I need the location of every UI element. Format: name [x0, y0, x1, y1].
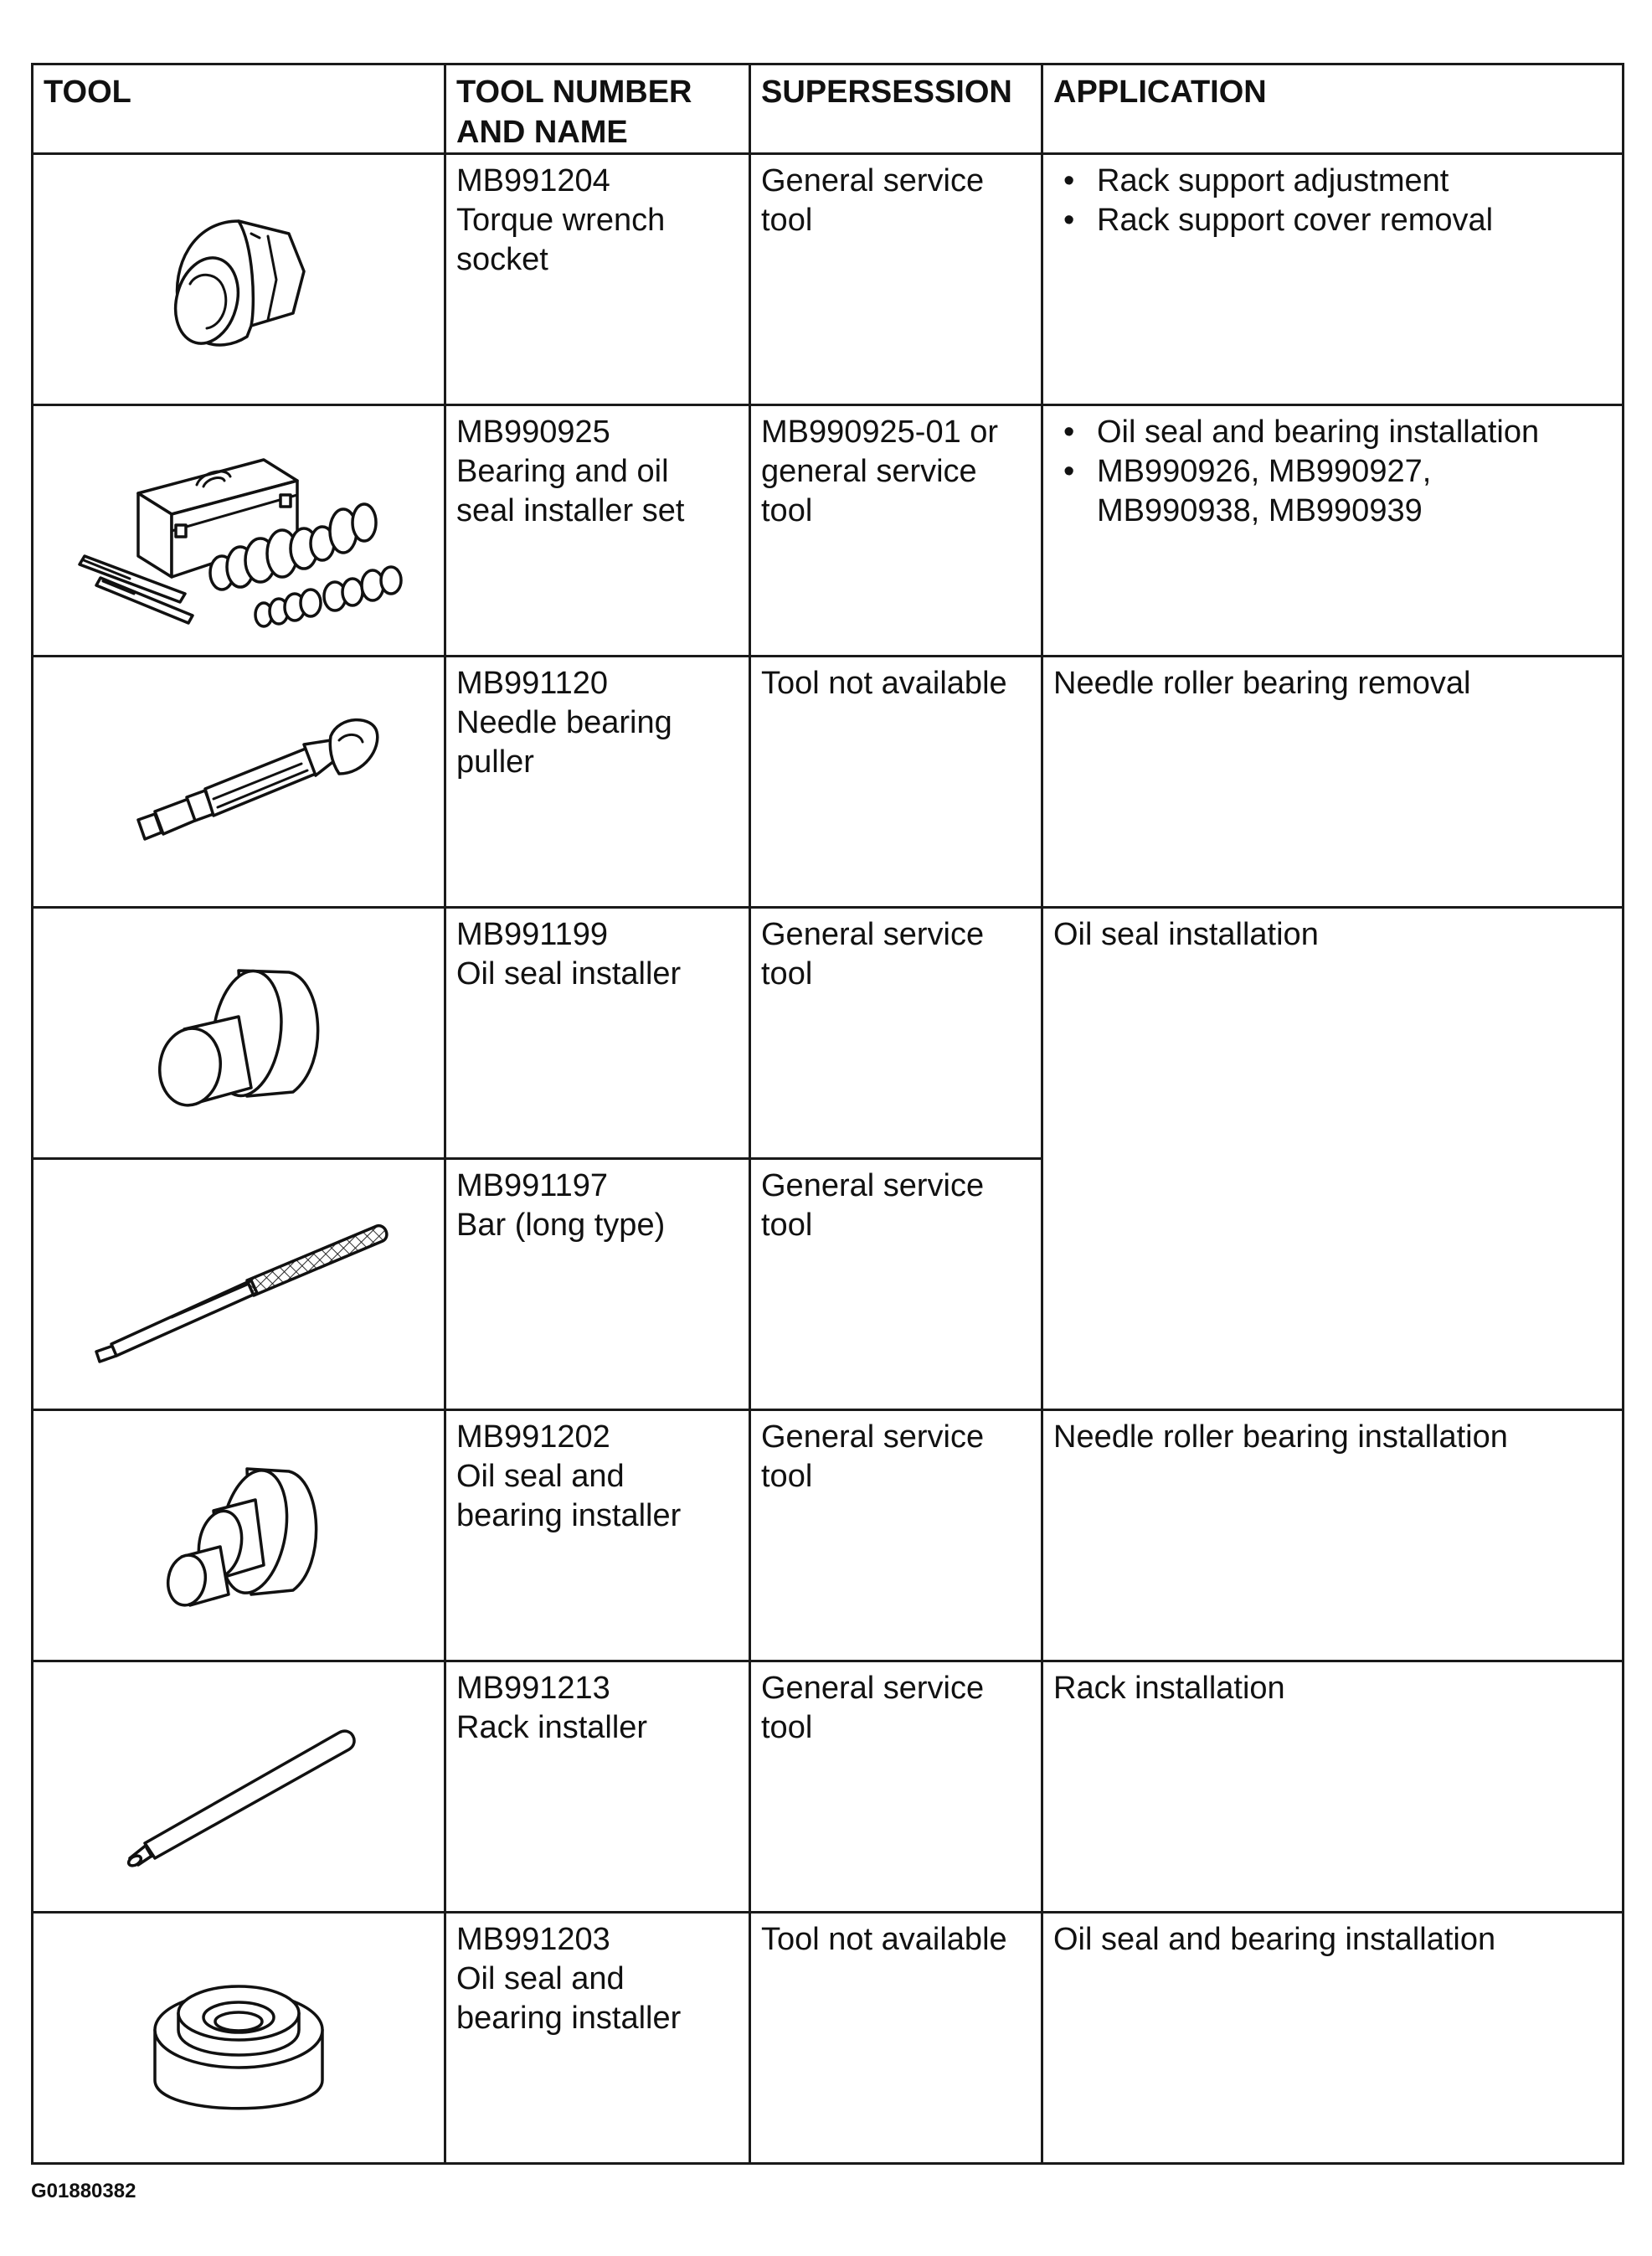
tool-number: MB990925 [456, 415, 610, 450]
tool-name: seal installer set [456, 493, 685, 528]
supersession-text: general service [761, 454, 977, 489]
table-row [33, 405, 1624, 657]
table-row [33, 154, 1624, 405]
supersession-cell [750, 657, 1042, 908]
special-tools-table [31, 63, 1624, 2165]
tool-number-cell [445, 1913, 750, 2164]
application-text: Needle roller bearing installation [1053, 1419, 1508, 1455]
supersession-text: tool [761, 203, 813, 238]
supersession-text: General service [761, 1168, 985, 1203]
supersession-cell [750, 1661, 1042, 1913]
tool-image-cell [33, 657, 445, 908]
header-tool-number-and-name: TOOL NUMBER AND NAME [445, 64, 750, 154]
tool-image-cell [33, 1410, 445, 1661]
tool-name: Rack installer [456, 1710, 648, 1745]
tool-image-cell [33, 154, 445, 405]
supersession-cell [750, 1913, 1042, 2164]
tool-name: Bar (long type) [456, 1208, 666, 1243]
rack-installer-icon [88, 1691, 389, 1883]
header-application: APPLICATION [1042, 64, 1624, 154]
tool-number-cell [445, 154, 750, 405]
tool-name: puller [456, 744, 534, 780]
application-cell [1042, 1661, 1624, 1913]
tool-name: bearing installer [456, 2001, 682, 2036]
application-text: Rack installation [1053, 1671, 1285, 1706]
oil-seal-installer-icon [113, 937, 364, 1130]
tool-number: MB991203 [456, 1922, 610, 1957]
application-cell [1042, 154, 1624, 405]
header-row [33, 64, 1624, 154]
table-row [33, 1913, 1624, 2164]
long-bar-icon [71, 1188, 406, 1381]
tool-image-cell [33, 1913, 445, 2164]
supersession-text: tool [761, 956, 813, 992]
supersession-cell [750, 1159, 1042, 1410]
tool-number-cell [445, 405, 750, 657]
application-bullet: • Rack support adjustment [1053, 162, 1612, 201]
supersession-text: tool [761, 1459, 813, 1494]
tool-number: MB991202 [456, 1419, 610, 1455]
tool-name: Oil seal and [456, 1961, 625, 1996]
tool-image-cell [33, 405, 445, 657]
tool-number-cell [445, 1159, 750, 1410]
application-text: Oil seal installation [1053, 917, 1319, 952]
installer-set-icon [54, 426, 423, 636]
tool-image-cell [33, 1159, 445, 1410]
application-bullet: • Oil seal and bearing installation [1053, 413, 1612, 452]
tool-number-cell [445, 1410, 750, 1661]
tool-number: MB991197 [456, 1168, 608, 1203]
header-supersession: SUPERSESSION [750, 64, 1042, 154]
ring-installer-icon [113, 1938, 364, 2139]
tool-number-cell [445, 908, 750, 1159]
tool-number-cell [445, 1661, 750, 1913]
tool-number: MB991199 [456, 917, 608, 952]
application-list [1053, 162, 1612, 240]
application-bullet: • MB990926, MB990927, MB990938, MB990939 [1053, 452, 1612, 531]
tool-number: MB991204 [456, 163, 610, 198]
table-row [33, 1661, 1624, 1913]
torque-wrench-socket-icon [113, 188, 364, 372]
supersession-text: tool [761, 1208, 813, 1243]
tool-name: Oil seal installer [456, 956, 682, 992]
supersession-text: tool [761, 493, 813, 528]
tool-image-cell [33, 1661, 445, 1913]
tool-name: Torque wrench [456, 203, 666, 238]
figure-code: G01880382 [31, 2180, 136, 2202]
supersession-cell [750, 405, 1042, 657]
application-bullet: • Rack support cover removal [1053, 201, 1612, 240]
supersession-text: General service [761, 163, 985, 198]
application-text: Oil seal and bearing installation [1053, 1922, 1496, 1957]
supersession-cell [750, 1410, 1042, 1661]
supersession-text: Tool not available [761, 666, 1007, 701]
bearing-installer-icon [113, 1440, 364, 1632]
tool-number-cell [445, 657, 750, 908]
needle-bearing-puller-icon [88, 682, 389, 883]
table-row [33, 908, 1624, 1159]
header-tool: TOOL [33, 64, 445, 154]
table-row [33, 1410, 1624, 1661]
table-row [33, 657, 1624, 908]
supersession-text: General service [761, 1671, 985, 1706]
tool-number: MB991213 [456, 1671, 610, 1706]
tool-name: Bearing and oil [456, 454, 669, 489]
tool-name: Oil seal and [456, 1459, 625, 1494]
application-cell [1042, 1410, 1624, 1661]
supersession-cell [750, 154, 1042, 405]
application-cell [1042, 405, 1624, 657]
supersession-text: General service [761, 917, 985, 952]
application-text: Needle roller bearing removal [1053, 666, 1471, 701]
supersession-text: MB990925-01 or [761, 415, 999, 450]
supersession-text: Tool not available [761, 1922, 1007, 1957]
supersession-cell [750, 908, 1042, 1159]
tool-name: socket [456, 242, 548, 277]
supersession-text: tool [761, 1710, 813, 1745]
application-cell [1042, 908, 1624, 1410]
application-cell [1042, 1913, 1624, 2164]
tool-name: Needle bearing [456, 705, 672, 740]
supersession-text: General service [761, 1419, 985, 1455]
application-list [1053, 413, 1612, 531]
application-cell [1042, 657, 1624, 908]
tool-image-cell [33, 908, 445, 1159]
tool-number: MB991120 [456, 666, 608, 701]
tool-name: bearing installer [456, 1498, 682, 1533]
